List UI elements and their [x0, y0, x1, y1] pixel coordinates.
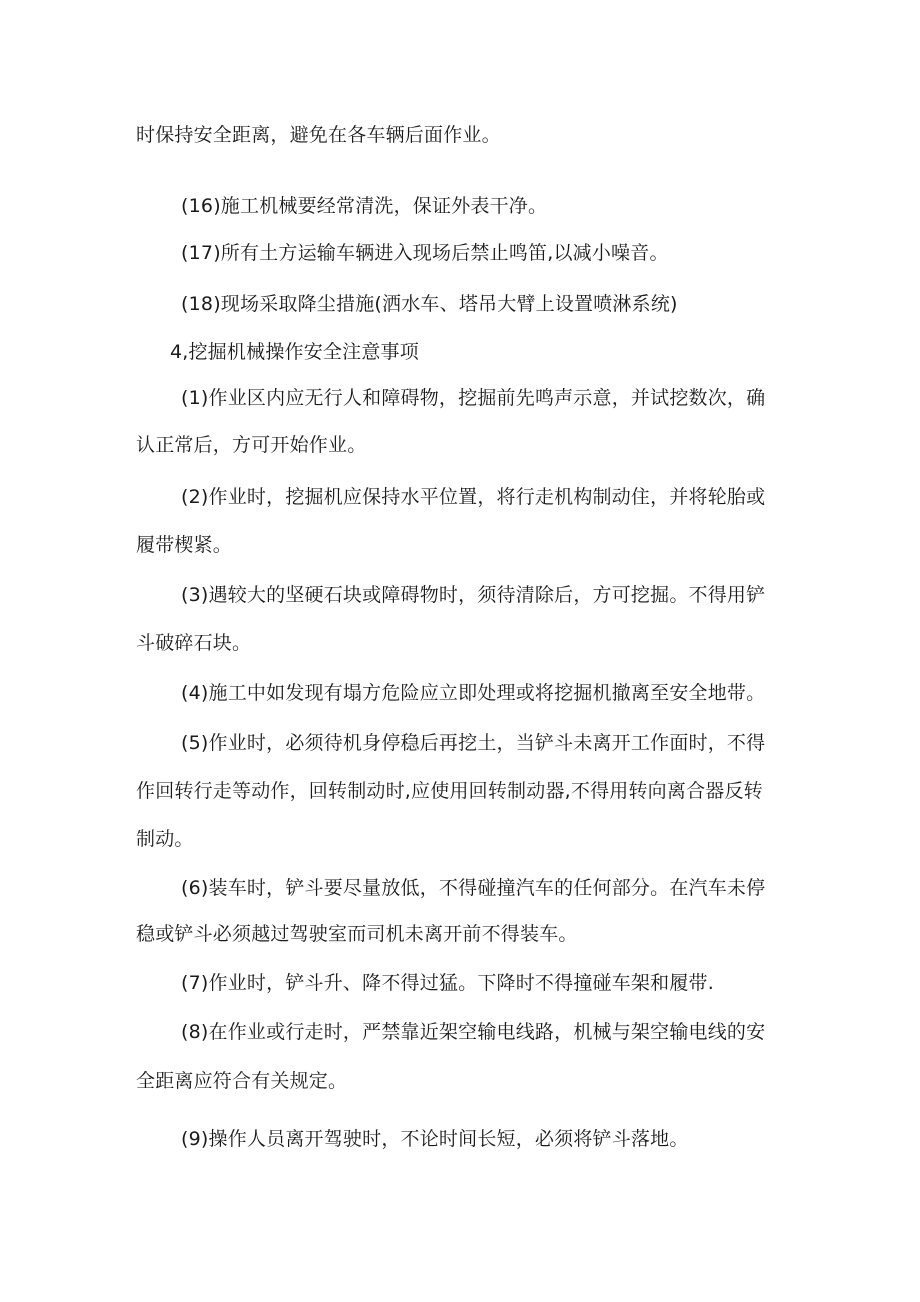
paragraph-line: 斗破碎石块。: [136, 632, 252, 654]
paragraph-line: (2)作业时，挖掘机应保持水平位置，将行走机构制动住，并将轮胎或: [181, 486, 766, 508]
paragraph-line: (4)施工中如发现有塌方危险应立即处理或将挖掘机撤离至安全地带。: [181, 682, 766, 704]
paragraph-line: (17)所有土方运输车辆进入现场后禁止鸣笛,以减小噪音。: [181, 242, 669, 264]
paragraph-line: 全距离应符合有关规定。: [136, 1070, 348, 1092]
paragraph-line: 制动。: [136, 828, 194, 850]
paragraph-line: 时保持安全距离，避免在各车辆后面作业。: [136, 124, 501, 146]
paragraph-line: (5)作业时，必须待机身停稳后再挖土，当铲斗未离开工作面时，不得: [181, 732, 766, 754]
paragraph-line: (3)遇较大的坚硬石块或障碍物时，须待清除后，方可挖掘。不得用铲: [181, 584, 766, 606]
paragraph-line: (8)在作业或行走时，严禁靠近架空输电线路，机械与架空输电线的安: [181, 1021, 766, 1043]
paragraph-line: (16)施工机械要经常清洗，保证外表干净。: [181, 195, 548, 217]
paragraph-line: 作回转行走等动作，回转制动时,应使用回转制动器,不得用转向离合器反转: [136, 780, 763, 802]
paragraph-line: (18)现场采取降尘措施(洒水车、塔吊大臂上设置喷淋系统): [181, 293, 678, 315]
paragraph-line: 稳或铲斗必须越过驾驶室而司机未离开前不得装车。: [136, 923, 578, 945]
paragraph-line: (7)作业时，铲斗升、降不得过猛。下降时不得撞碰车架和履带.: [181, 972, 714, 994]
paragraph-line: (9)操作人员离开驾驶时，不论时间长短，必须将铲斗落地。: [181, 1128, 689, 1150]
paragraph-line: (6)装车时，铲斗要尽量放低，不得碰撞汽车的任何部分。在汽车未停: [181, 877, 766, 899]
paragraph-line: 认正常后，方可开始作业。: [136, 434, 367, 456]
paragraph-line: (1)作业区内应无行人和障碍物，挖掘前先鸣声示意，并试挖数次，确: [181, 387, 766, 409]
paragraph-line: 履带楔紧。: [136, 534, 233, 556]
section-heading: 4,挖掘机械操作安全注意事项: [170, 341, 419, 363]
